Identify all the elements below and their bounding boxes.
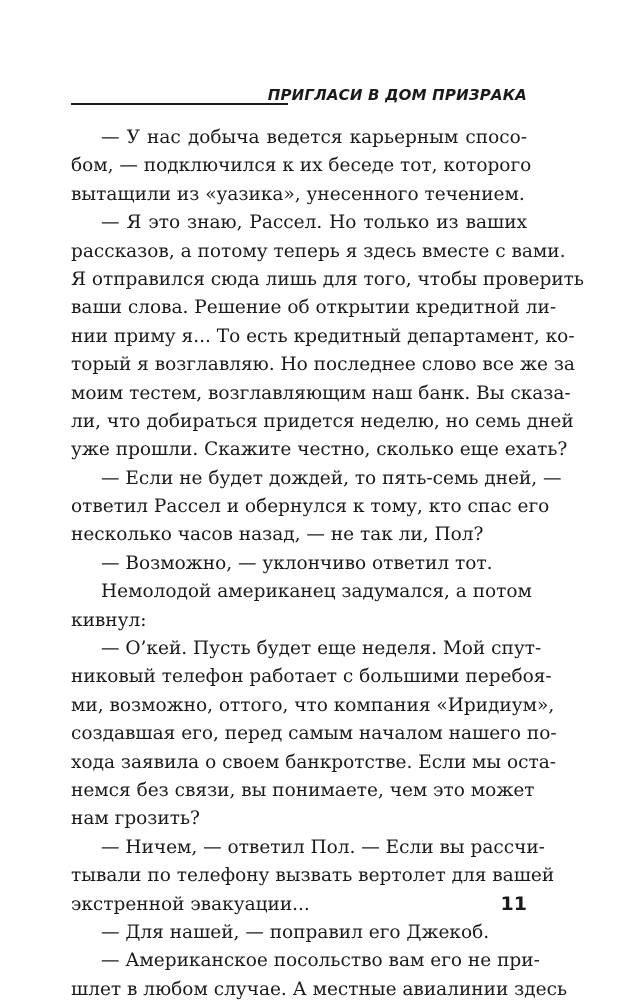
text-line: ми, возможно, оттого, что компания «Иридиум»,	[71, 694, 555, 716]
text-line: — Я это знаю, Рассел. Но только из ваших	[101, 212, 527, 234]
text-line: никовый телефон работает с большими перебоя-	[71, 666, 552, 688]
text-line: торый я возглавляю. Но последнее слово все же за	[71, 354, 575, 376]
text-line: создавшая его, перед самым началом нашего по-	[71, 723, 557, 745]
text-line: бом, — подключился к их беседе тот, которого	[71, 155, 532, 177]
text-line: уже прошли. Скажите честно, сколько еще ехать?	[71, 439, 568, 461]
text-line: — Ничем, — ответил Пол. — Если вы рассчи-	[101, 836, 545, 858]
text-line: нии приму я... То есть кредитный департамент, ко-	[71, 325, 575, 347]
text-line: экстренной эвакуации...	[71, 893, 310, 915]
text-line: рассказов, а потому теперь я здесь вместе с вами.	[71, 240, 566, 262]
text-line: ваши слова. Решение об открытии кредитной ли-	[71, 297, 557, 319]
text-line: — Возможно, — уклончиво ответил тот.	[101, 552, 493, 574]
text-line: — У нас добыча ведется карьерным спосо-	[101, 127, 527, 148]
text-line: — Для нашей, — поправил его Джекоб.	[101, 921, 490, 943]
text-line: несколько часов назад, — не так ли, Пол?	[71, 524, 484, 546]
running-title: ПРИГЛАСИ В ДОМ ПРИЗРАКА	[267, 86, 527, 104]
text-line: шлет в любом случае. А местные авиалинии здесь	[71, 978, 568, 1000]
text-line: вытащили из «уазика», унесенного течением.	[71, 183, 525, 205]
body-text	[71, 124, 584, 1004]
text-line: Немолодой американец задумался, а потом	[101, 581, 532, 603]
page-number: 11	[500, 893, 527, 915]
text-line: тывали по телефону вызвать вертолет для вашей	[71, 865, 555, 887]
running-header	[71, 84, 527, 108]
text-line: моим тестем, возглавляющим наш банк. Вы сказа-	[71, 382, 571, 404]
header-rule	[71, 103, 288, 105]
text-line: — О’кей. Пусть будет еще неделя. Мой спут-	[101, 638, 542, 660]
text-line: хода заявила о своем банкротстве. Если мы оста-	[71, 751, 557, 773]
text-line: — Американское посольство вам его не при-	[101, 950, 540, 972]
text-line: немся без связи, вы понимаете, чем это может	[71, 779, 535, 801]
text-line: кивнул:	[71, 609, 147, 631]
text-line: Я отправился сюда лишь для того, чтобы проверить	[71, 268, 584, 290]
text-line: ответил Рассел и обернулся к тому, кто спас его	[71, 496, 550, 518]
text-line: — Если не будет дождей, то пять-семь дней, —	[101, 467, 562, 489]
text-line: ли, что добираться придется неделю, но семь дней	[71, 410, 574, 432]
text-line: нам грозить?	[71, 808, 200, 830]
